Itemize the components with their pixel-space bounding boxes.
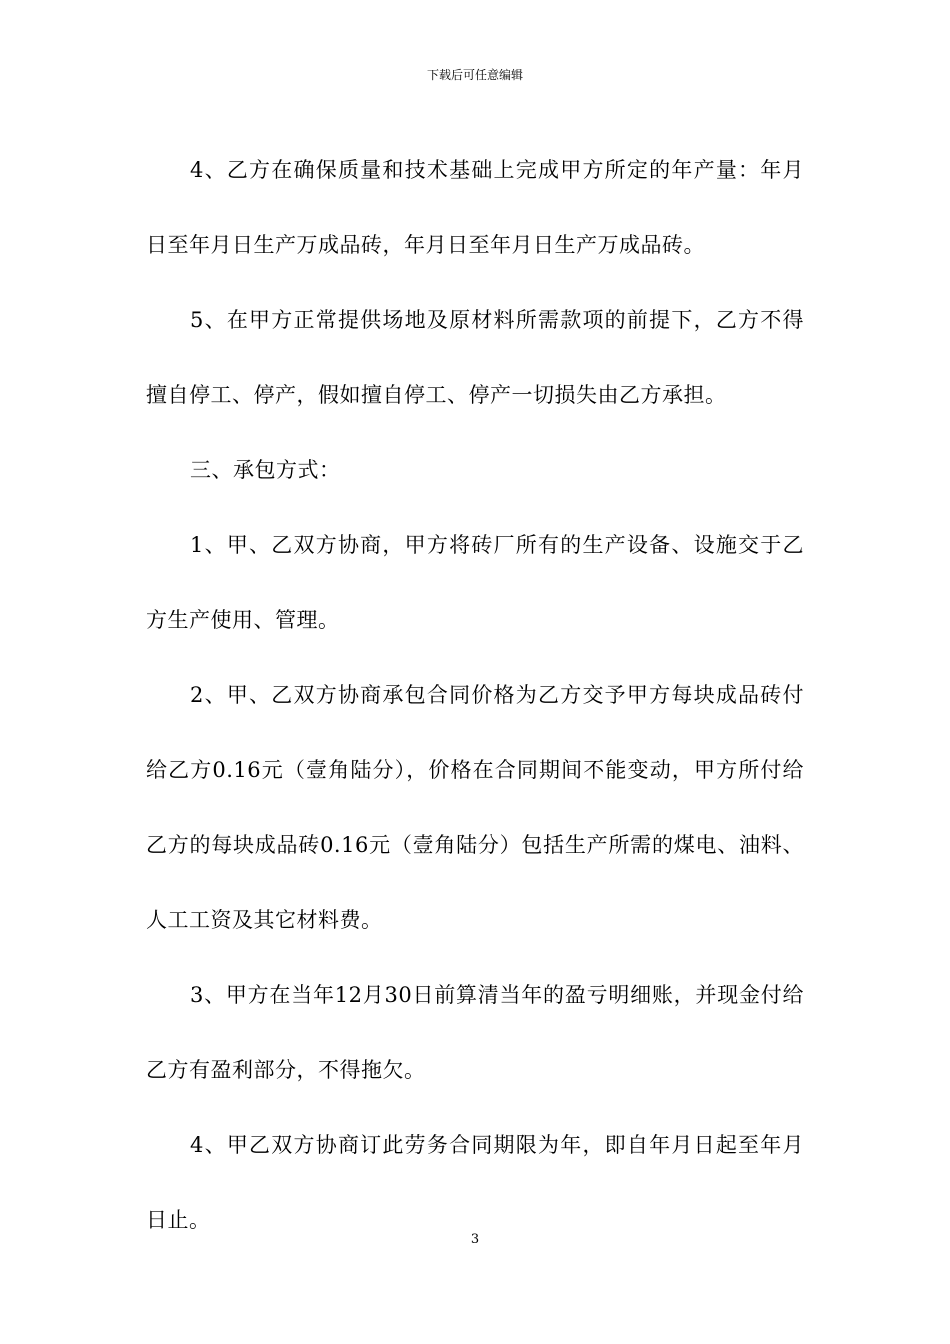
paragraph-clause-2-price: 2、甲、乙双方协商承包合同价格为乙方交予甲方每块成品砖付给乙方0.16元（壹角陆分），价格在合同期间不能变动，甲方所付给乙方的每块成品砖0.16元（壹角陆分）包括生产所需的煤电、油料、人工工资及其它材料费。 [146,683,804,932]
document-body [146,133,804,1258]
paragraph-clause-4-production: 4、乙方在确保质量和技术基础上完成甲方所定的年产量：年月日至年月日生产万成品砖，年月日至年月日生产万成品砖。 [146,158,804,257]
paragraph-clause-4-term: 4、甲乙双方协商订此劳务合同期限为年，即自年月日起至年月日止。 [146,1133,804,1232]
paragraph-clause-1-equipment: 1、甲、乙双方协商，甲方将砖厂所有的生产设备、设施交于乙方生产使用、管理。 [146,533,804,632]
paragraph-clause-5-no-stoppage: 5、在甲方正常提供场地及原材料所需款项的前提下，乙方不得擅自停工、停产，假如擅自停工、停产一切损失由乙方承担。 [146,308,804,407]
section-heading-contract-method: 三、承包方式： [190,458,341,482]
page-number: 3 [470,1232,480,1247]
paragraph-clause-3-settlement: 3、甲方在当年12月30日前算清当年的盈亏明细账，并现金付给乙方有盈利部分，不得拖欠。 [146,983,804,1082]
page-header: 下载后可任意编辑 [426,68,523,82]
